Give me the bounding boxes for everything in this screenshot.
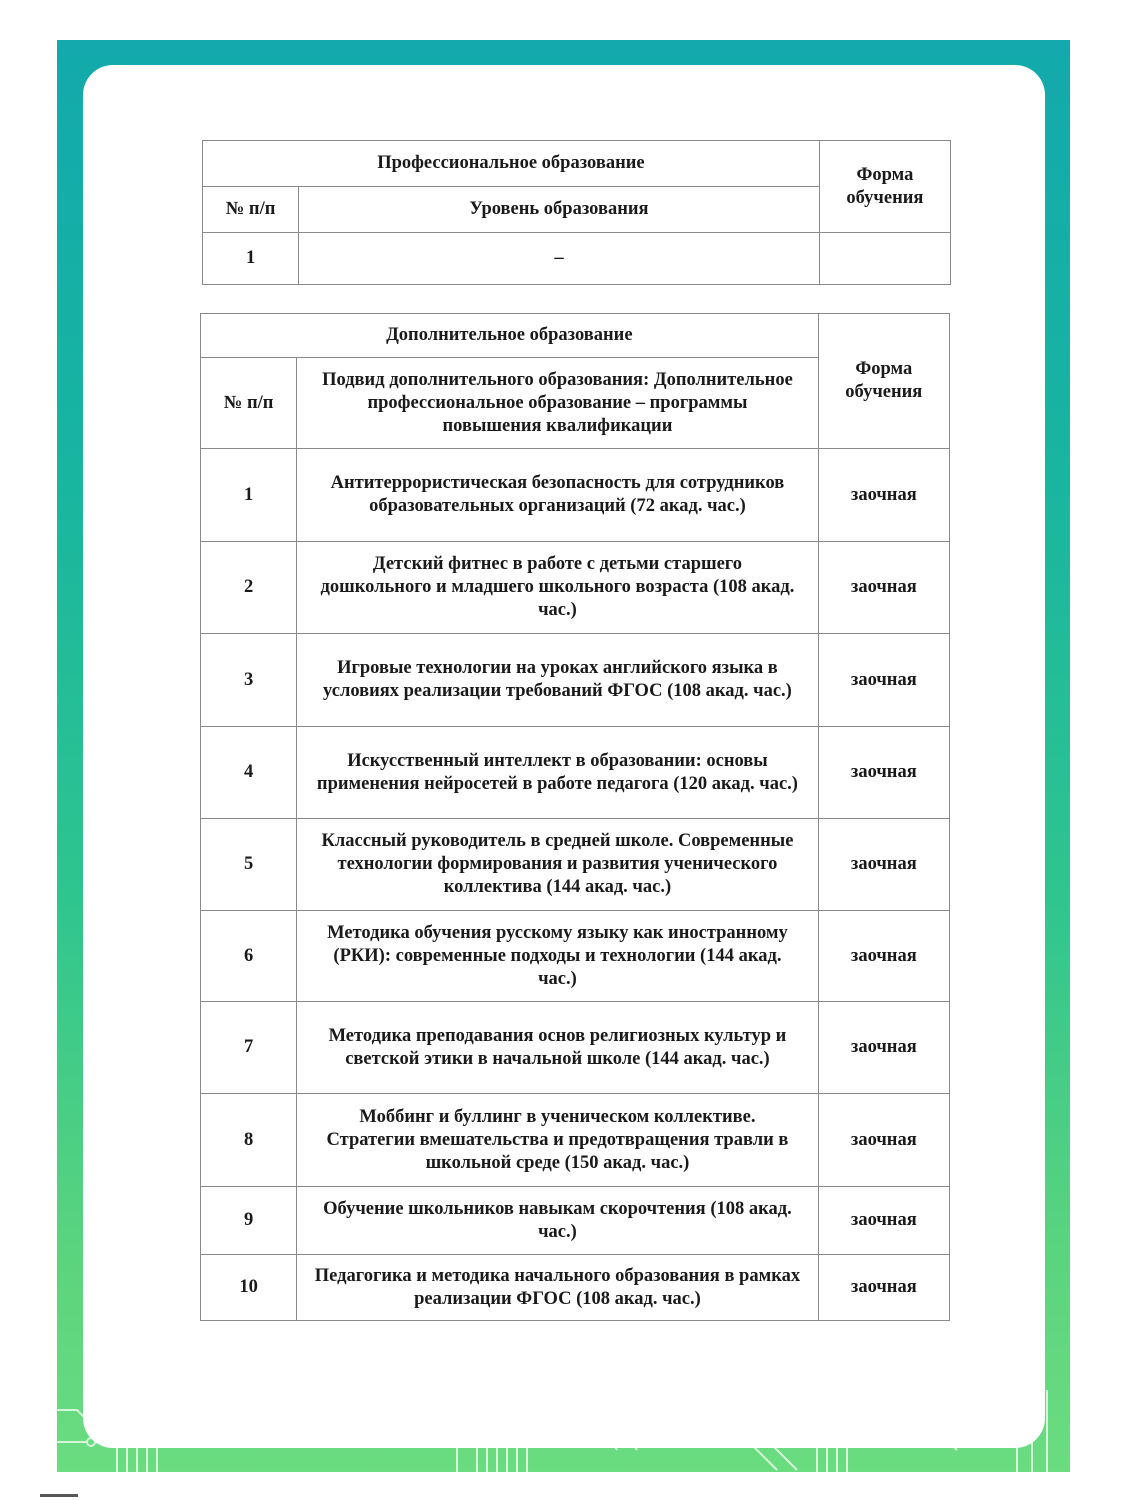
row-num: 3 (201, 634, 297, 727)
row-program: Педагогика и методика начального образования в рамках реализации ФГОС (108 акад. час.) (297, 1255, 818, 1321)
row-form: заочная (818, 1002, 949, 1094)
col-header-form: Форма обучения (819, 141, 950, 233)
row-form: заочная (818, 1094, 949, 1187)
row-program: Методика обучения русскому языку как иностранному (РКИ): современные подходы и технологии (144 акад. час.) (297, 911, 818, 1002)
col-header-form: Форма обучения (818, 314, 949, 449)
row-num: 6 (201, 911, 297, 1002)
table-row (201, 1187, 950, 1255)
row-num: 1 (201, 449, 297, 542)
table-row (201, 634, 950, 727)
row-form: заочная (818, 727, 949, 819)
scan-artifact (40, 1494, 78, 1497)
row-num: 2 (201, 542, 297, 634)
row-program: Детский фитнес в работе с детьми старшего дошкольного и младшего школьного возраста (108 акад. час.) (297, 542, 818, 634)
row-level: – (299, 233, 820, 285)
row-form: заочная (818, 1255, 949, 1321)
row-form: заочная (818, 1187, 949, 1255)
table-row (201, 1094, 950, 1187)
row-num: 8 (201, 1094, 297, 1187)
col-header-num: № п/п (203, 187, 299, 233)
row-form: заочная (818, 819, 949, 911)
additional-section-title: Дополнительное образование (201, 314, 819, 358)
table-row (201, 819, 950, 911)
row-form: заочная (818, 911, 949, 1002)
row-program: Искусственный интеллект в образовании: основы применения нейросетей в работе педагога (120 акад. час.) (297, 727, 818, 819)
row-program: Игровые технологии на уроках английского языка в условиях реализации требований ФГОС (108 акад. час.) (297, 634, 818, 727)
col-header-num: № п/п (201, 358, 297, 449)
row-program: Классный руководитель в средней школе. Современные технологии формирования и развития ученического коллектива (144 акад. час.) (297, 819, 818, 911)
row-form: заочная (818, 542, 949, 634)
row-form: заочная (818, 634, 949, 727)
table-row (201, 911, 950, 1002)
professional-section-title: Профессиональное образование (203, 141, 820, 187)
row-num: 1 (203, 233, 299, 285)
row-program: Моббинг и буллинг в ученическом коллективе. Стратегии вмешательства и предотвращения травли в школьной среде (150 акад. час.) (297, 1094, 818, 1187)
row-program: Обучение школьников навыкам скорочтения (108 акад. час.) (297, 1187, 818, 1255)
row-form (819, 233, 950, 285)
table-row (201, 727, 950, 819)
professional-education-table (202, 140, 951, 285)
table-row (201, 1255, 950, 1321)
table-row (203, 233, 951, 285)
row-form: заочная (818, 449, 949, 542)
table-row (201, 1002, 950, 1094)
row-num: 9 (201, 1187, 297, 1255)
additional-education-table (200, 313, 950, 1321)
table-row (201, 449, 950, 542)
table-row (201, 542, 950, 634)
row-program: Методика преподавания основ религиозных культур и светской этики в начальной школе (144 акад. час.) (297, 1002, 818, 1094)
row-num: 4 (201, 727, 297, 819)
row-program: Антитеррористическая безопасность для сотрудников образовательных организаций (72 акад. час.) (297, 449, 818, 542)
col-header-subtype: Подвид дополнительного образования: Дополнительное профессиональное образование – программы повышения квалификации (297, 358, 818, 449)
row-num: 7 (201, 1002, 297, 1094)
row-num: 10 (201, 1255, 297, 1321)
col-header-level: Уровень образования (299, 187, 820, 233)
row-num: 5 (201, 819, 297, 911)
